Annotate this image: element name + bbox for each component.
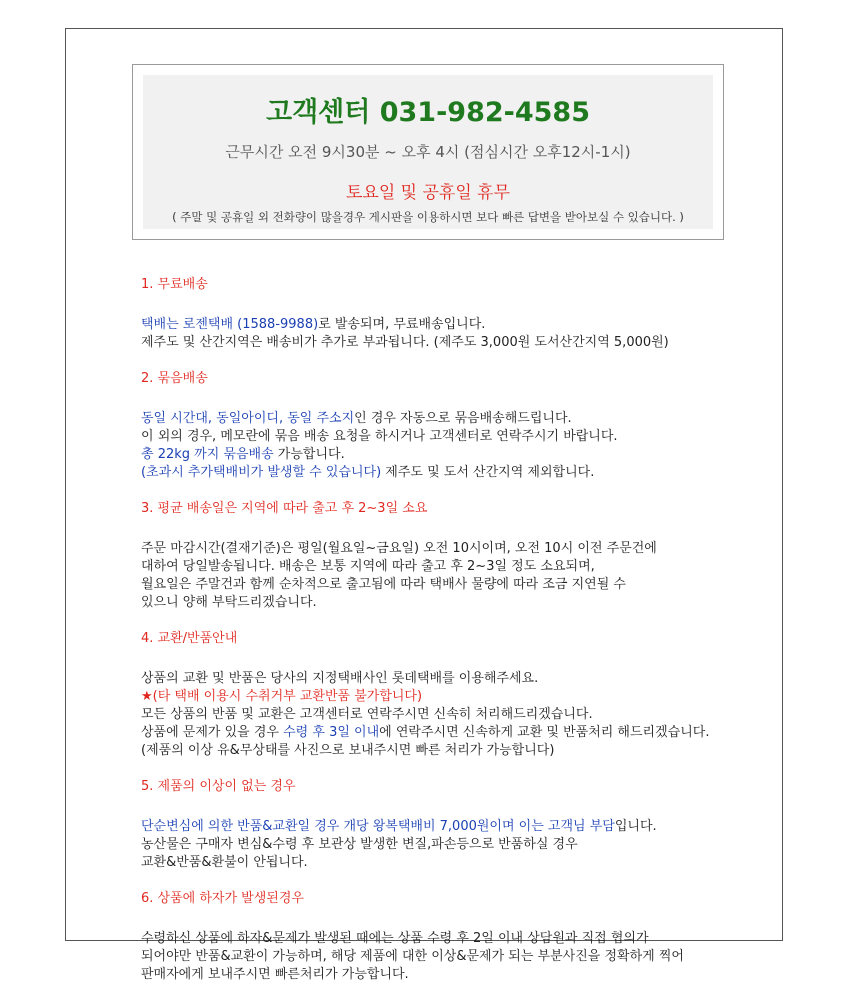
section-text	[141, 316, 761, 334]
section-text	[141, 446, 761, 464]
section-text: 수령하신 상품에 하자&문제가 발생된 때에는 상품 수령 후 2일 이내 상담원과 직접 협의가	[141, 931, 649, 946]
section-text: 월요일은 주말건과 함께 순차적으로 출고됨에 따라 택배사 물량에 따라 조금 지연될 수	[141, 577, 626, 592]
section-text: 모든 상품의 반품 및 교환은 고객센터로 연락주시면 신속히 처리해드리겠습니다.	[141, 707, 593, 722]
highlight-text: 총 22kg 까지 묶음배송	[141, 447, 274, 462]
customer-center-box	[132, 64, 724, 240]
highlight-text: 단순변심에 의한 반품&교환일 경우 개당 왕복택배비 7,000원이며 이는 고객님 부담	[141, 819, 615, 834]
section-text: 제주도 및 산간지역은 배송비가 추가로 부과됩니다. (제주도 3,000원 도서산간지역 5,000원)	[141, 335, 669, 350]
section-text	[141, 818, 761, 836]
section-text: 교환&반품&환불이 안됩니다.	[141, 855, 308, 870]
section-text: 대하여 당일발송됩니다. 배송은 보통 지역에 따라 출고 후 2~3일 정도 소요되며,	[141, 559, 595, 574]
text-span: 에 연락주시면 신속하게 교환 및 반품처리 해드리겠습니다.	[379, 725, 710, 740]
section-text: 되어야만 반품&교환이 가능하며, 해당 제품에 대한 이상&문제가 되는 부분사진을 정확하게 찍어	[141, 949, 684, 964]
courier-info: 택배는 로젠택배 (1588-9988)	[141, 317, 319, 332]
holiday-notice: 토요일 및 공휴일 휴무	[345, 183, 510, 203]
warning-text: ★(타 택배 이용시 수취거부 교환반품 불가합니다)	[141, 689, 423, 704]
working-hours: 근무시간 오전 9시30분 ~ 오후 4시 (점심시간 오후12시-1시)	[225, 143, 631, 161]
section-text	[141, 464, 761, 482]
section-title-free-shipping: 1. 무료배송	[141, 277, 208, 292]
highlight-text: (초과시 추가택배비가 발생할 수 있습니다)	[141, 465, 382, 480]
section-title-no-defect: 5. 제품의 이상이 없는 경우	[141, 779, 296, 794]
highlight-text: 동일 시간대, 동일아이디, 동일 주소지	[141, 411, 355, 426]
highlight-text: 수령 후 3일 이내	[283, 725, 380, 740]
text-span: 로 발송되며, 무료배송입니다.	[318, 317, 486, 332]
section-text: 주문 마감시간(결재기준)은 평일(월요일~금요일) 오전 10시이며, 오전 10시 이전 주문건에	[141, 541, 657, 556]
section-text: 판매자에게 보내주시면 빠른처리가 가능합니다.	[141, 967, 409, 982]
text-span: 제주도 및 도서 산간지역 제외합니다.	[381, 465, 595, 480]
section-title-exchange-return: 4. 교환/반품안내	[141, 631, 238, 646]
section-text: 있으니 양해 부탁드리겠습니다.	[141, 595, 317, 610]
section-title-bundle-shipping: 2. 묶음배송	[141, 371, 208, 386]
section-text: (제품의 이상 유&무상태를 사진으로 보내주시면 빠른 처리가 가능합니다)	[141, 743, 555, 758]
text-span: 인 경우 자동으로 묶음배송해드립니다.	[354, 411, 572, 426]
section-title-defect: 6. 상품에 하자가 발생된경우	[141, 891, 304, 906]
section-title-delivery-time: 3. 평균 배송일은 지역에 따라 출고 후 2~3일 소요	[141, 501, 428, 516]
shipping-policy	[141, 276, 761, 984]
customer-center-panel	[143, 75, 713, 229]
section-text	[141, 724, 761, 742]
section-text: 상품의 교환 및 반품은 당사의 지정택배사인 롯데택배를 이용해주세요.	[141, 671, 539, 686]
text-span: 가능합니다.	[273, 447, 345, 462]
section-text: 농산물은 구매자 변심&수령 후 보관상 발생한 변질,파손등으로 반품하실 경우	[141, 837, 578, 852]
section-text: 이 외의 경우, 메모란에 묶음 배송 요청을 하시거나 고객센터로 연락주시기 바랍니다.	[141, 429, 618, 444]
board-note: ( 주말 및 공휴일 외 전화량이 많을경우 게시판을 이용하시면 보다 빠른 답변을 받아보실 수 있습니다. )	[172, 210, 684, 224]
text-span: 입니다.	[614, 819, 657, 834]
customer-center-title: 고객센터 031-982-4585	[265, 97, 590, 128]
text-span: 상품에 문제가 있을 경우	[141, 725, 284, 740]
section-text	[141, 410, 761, 428]
